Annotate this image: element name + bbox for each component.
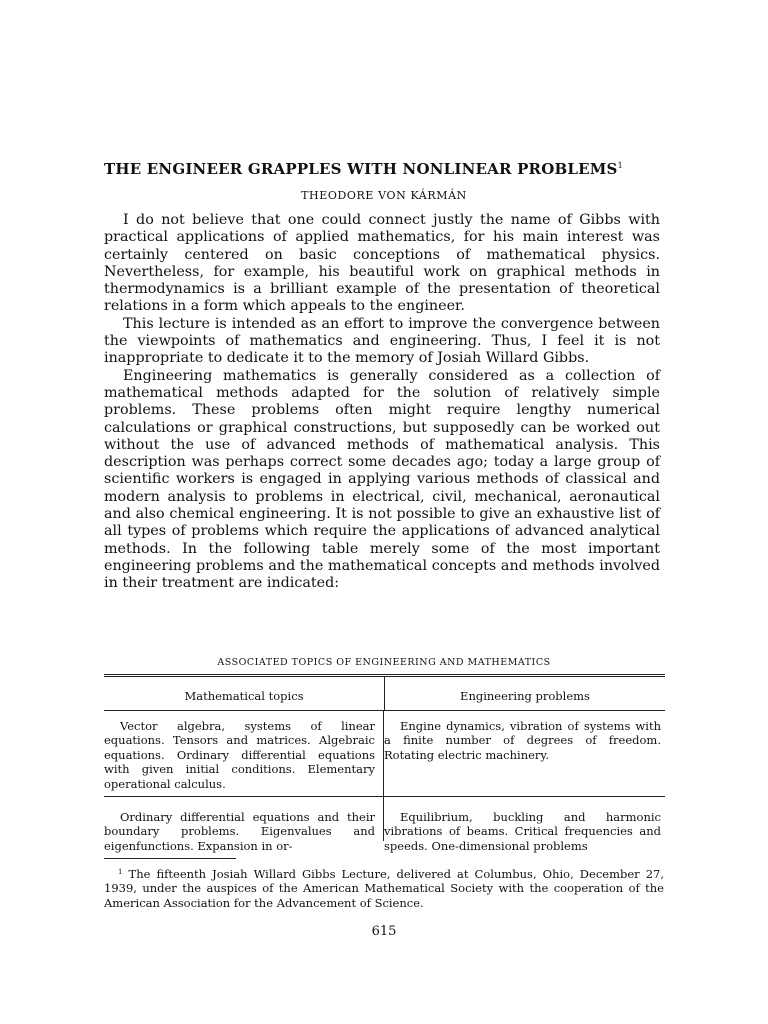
table-cell-math: Ordinary differential equations and their boundary problems. Eigenvalues and eigenfunctions. Expansion in or-: [104, 797, 384, 841]
topics-table: [104, 674, 665, 853]
footnote-text: The fifteenth Josiah Willard Gibbs Lecture, delivered at Columbus, Ohio, December 27, 1939, under the auspices of the American Mathematical Society with the cooperation of the American Association for the Advancement of Science.: [104, 867, 665, 910]
paragraph-1: I do not believe that one could connect justly the name of Gibbs with practical applications of applied mathematics, for his main interest was certainly centered on basic conceptions of mathematical physics. Nevertheless, for example, his beautiful work on graphical methods in thermodynamics is a brilliant example of the presentation of theoretical relations in a form which appeals to the engineer.: [104, 212, 660, 315]
table-cell-engineering: Engine dynamics, vibration of systems with a finite number of degrees of freedom. Rotating electric machinery.: [384, 719, 661, 762]
table-cell-engineering: Equilibrium, buckling and harmonic vibrations of beams. Critical frequencies and speeds. One-dimensional problems: [384, 810, 661, 853]
title-footnote-mark: 1: [617, 161, 623, 170]
page-number: 615: [371, 924, 397, 939]
footnote-mark: 1: [118, 868, 123, 876]
header-engineering-problems: Engineering problems: [460, 689, 590, 703]
paragraph-2: This lecture is intended as an effort to improve the convergence between the viewpoints of mathematics and engineering. Thus, I feel it is not inappropriate to dedicate it to the memory of Josiah Willard Gibbs.: [104, 315, 660, 367]
table-header-row: [104, 677, 665, 711]
footnote-divider: [104, 858, 236, 859]
header-math-topics: Mathematical topics: [104, 677, 385, 710]
table-cell-math: Vector algebra, systems of linear equations. Tensors and matrices. Algebraic equations. Ordinary differential equations with given initial conditions. Elementary operational calculus.: [104, 711, 384, 796]
table-row: [104, 797, 665, 853]
body-text: [104, 212, 660, 593]
article-title-text: THE ENGINEER GRAPPLES WITH NONLINEAR PROBLEMS: [104, 160, 618, 178]
table-row: [104, 711, 665, 797]
author-name: THEODORE VON KÁRMÁN: [301, 189, 467, 202]
article-title: [104, 160, 664, 178]
footnote: [104, 865, 664, 910]
table-caption: ASSOCIATED TOPICS OF ENGINEERING AND MATHEMATICS: [217, 657, 551, 668]
paragraph-3: Engineering mathematics is generally considered as a collection of mathematical methods adapted for the solution of relatively simple problems. These problems often might require lengthy numerical calculations or graphical constructions, but supposedly can be worked out without the use of advanced methods of mathematical analysis. This description was perhaps correct some decades ago; today a large group of scientific workers is engaged in applying various methods of classical and modern analysis to problems in electrical, civil, mechanical, aeronautical and also chemical engineering. It is not possible to give an exhaustive list of all types of problems which require the applications of advanced analytical methods. In the following table merely some of the most important engineering problems and the mathematical concepts and methods involved in their treatment are indicated:: [104, 367, 660, 592]
